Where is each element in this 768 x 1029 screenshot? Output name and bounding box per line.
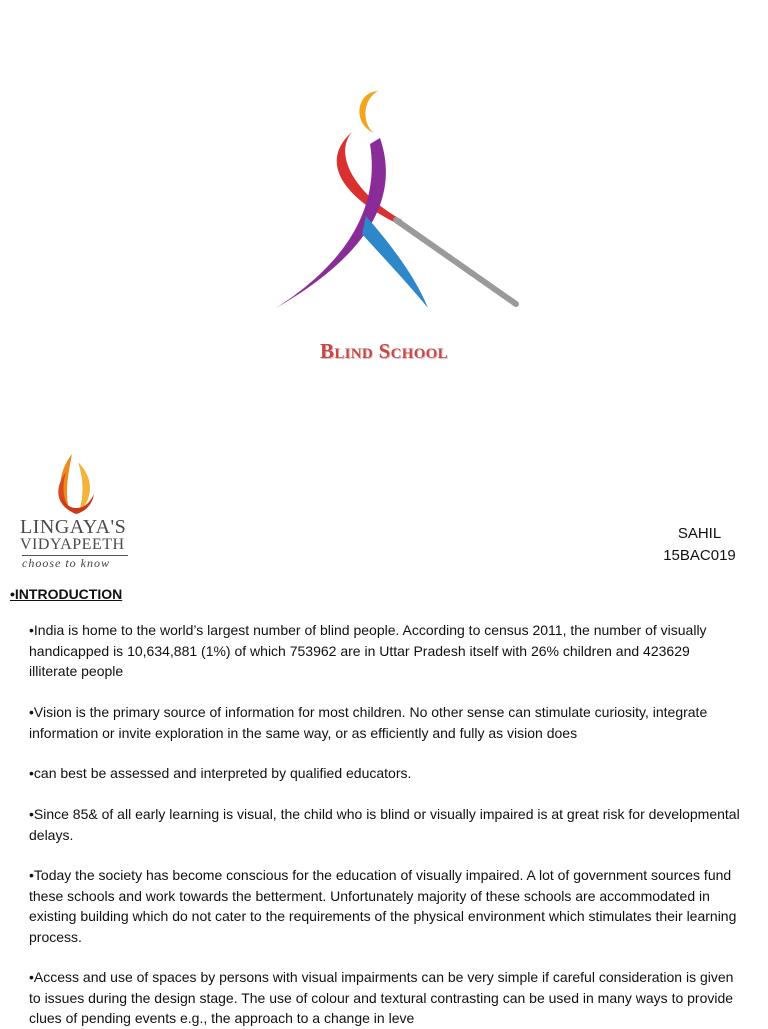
- paragraph: •can best be assessed and interpreted by qualified educators.: [29, 765, 412, 781]
- blind-person-logo: [270, 86, 530, 316]
- paragraph: •India is home to the world’s largest number of blind people. According to census 2011, the number of visually handicapped is 10,634,881 (1%) of which 753962 are in Uttar Pradesh itself with 26% children and 423629 illiterate people: [29, 622, 707, 679]
- author-id: 15BAC019: [663, 547, 736, 564]
- paragraph: •Today the society has become conscious for the education of visually impaired. A lot of government sources fund these schools and work towards the betterment. Unfortunately majority of these schools are accommodated in existing building which do not cater to the requirements of the physical environment which stimulates their learning process.: [29, 867, 737, 945]
- section-heading: •INTRODUCTION: [10, 586, 123, 602]
- paragraph: •Access and use of spaces by persons with visual impairments can be very simple if careful consideration is given to issues during the design stage. The use of colour and textural contrasting can be used in many ways to provide clues of pending events e.g., the approach to a change in leve: [29, 969, 734, 1026]
- author-block: [652, 523, 747, 567]
- head-crescent-icon: [359, 91, 378, 133]
- institution-tagline: choose to know: [22, 556, 110, 570]
- paragraph: •Vision is the primary source of information for most children. No other sense can stimulate curiosity, integrate information or invite exploration in the same way, or as efficiently and fully as vision does: [29, 704, 708, 741]
- author-name: SAHIL: [677, 525, 722, 542]
- institution-name-line2: VIDYAPEETH: [20, 536, 125, 553]
- institution-name-line1: LINGAYA'S: [20, 516, 127, 538]
- paragraph: •Since 85& of all early learning is visual, the child who is blind or visually impaired is at great risk for developmental delays.: [29, 806, 740, 843]
- blue-leg-stroke: [362, 216, 428, 308]
- document-title: Blind School: [320, 339, 448, 363]
